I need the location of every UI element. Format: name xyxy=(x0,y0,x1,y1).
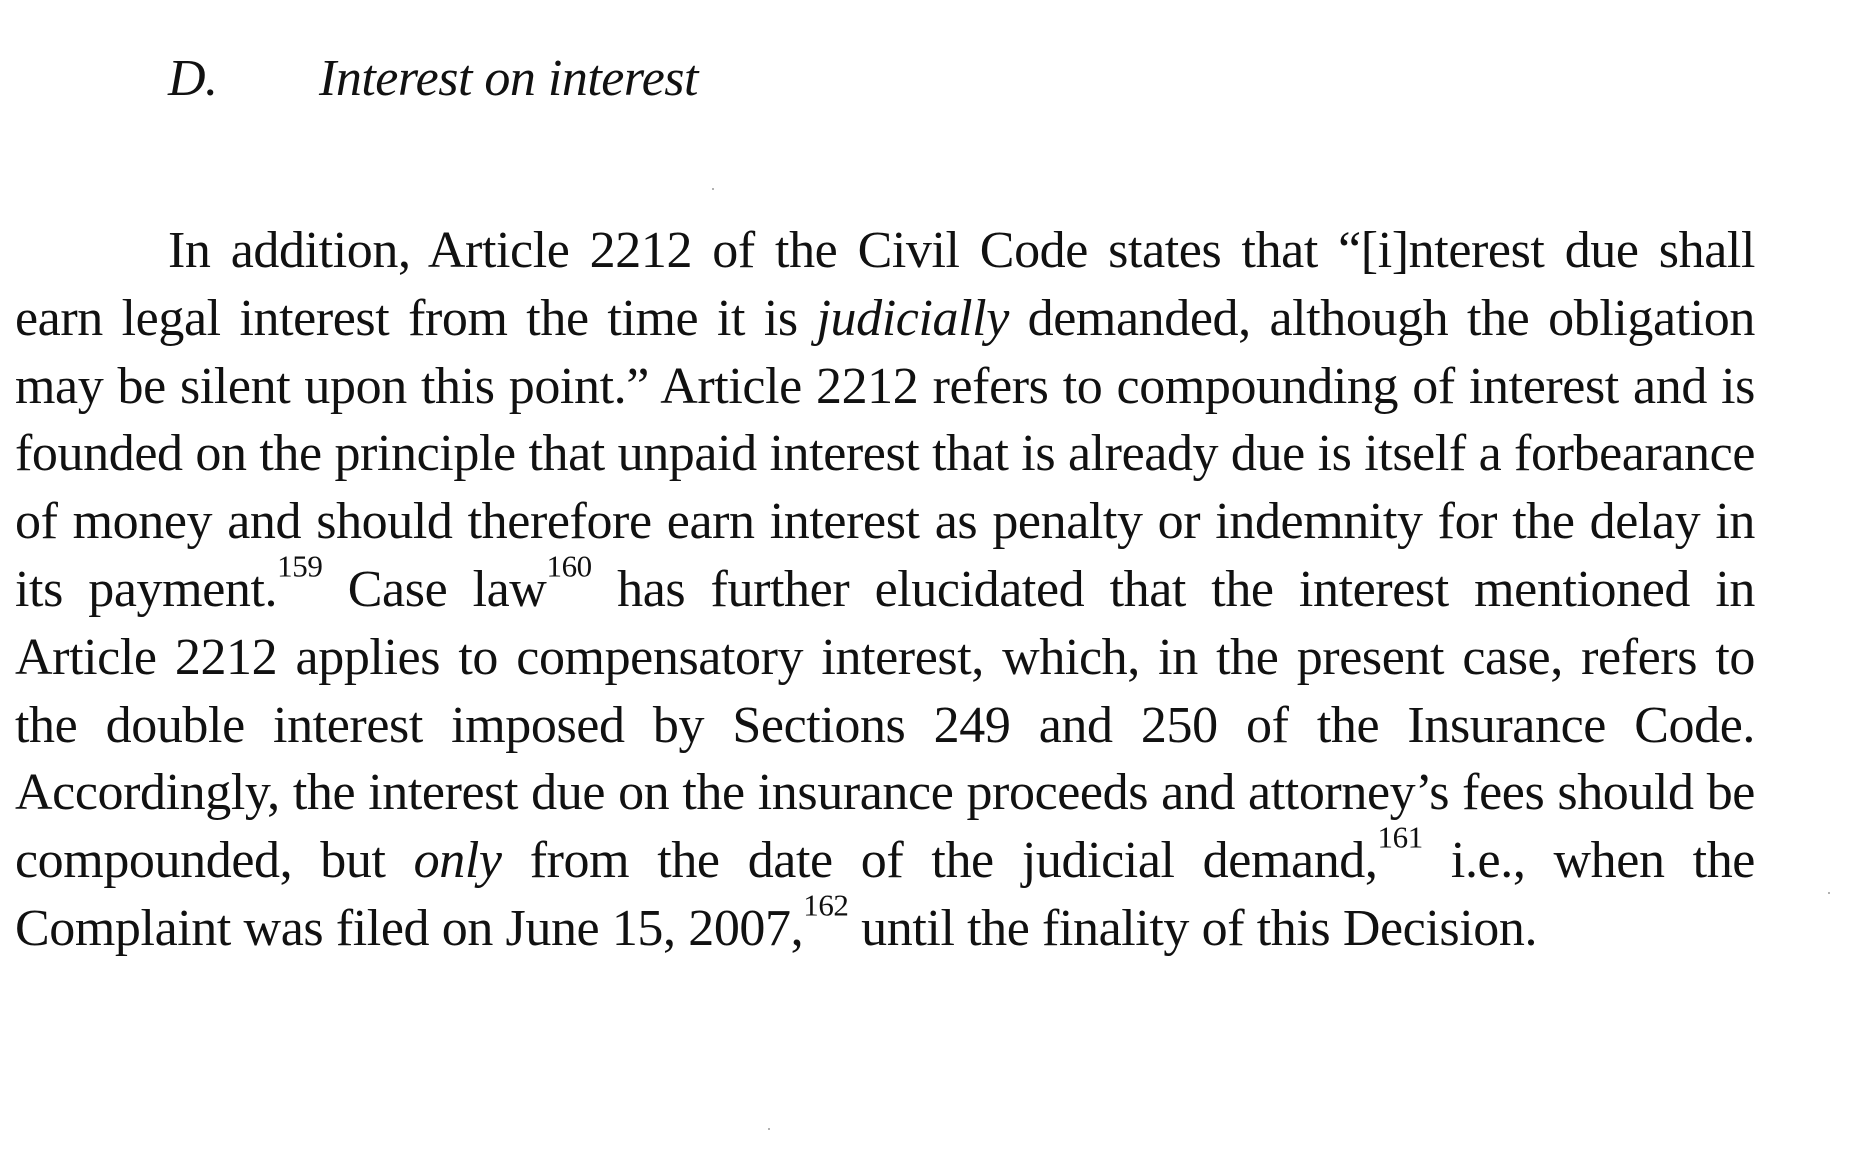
section-title: Interest on interest xyxy=(319,50,698,107)
text-run: In addition, Article 2212 of the Civil Code states that “[i]nterest due shall earn legal interest from the time it is xyxy=(15,222,1755,347)
scan-speck xyxy=(712,188,714,190)
footnote-ref-159: 159 xyxy=(277,548,323,584)
text-run: Case law xyxy=(322,560,547,618)
emphasis-judicially: judicially xyxy=(816,289,1009,347)
body-paragraph xyxy=(15,217,1755,963)
section-letter: D. xyxy=(168,50,218,107)
text-run: i.e., when the Complaint was filed on June 15, 2007, xyxy=(15,832,1755,957)
footnote-ref-160: 160 xyxy=(546,548,592,584)
scan-speck xyxy=(768,1128,770,1130)
emphasis-only: only xyxy=(413,832,502,890)
text-run: has further elucidated that the interest mentioned in Article 2212 applies to compensatory interest, which, in the present case, refers to the double interest imposed by Sections 249 and 250 of the Insurance Code. Accordingly, the interest due on the insurance proceeds and attorney’s fees should be compounded, but xyxy=(15,560,1755,890)
footnote-ref-161: 161 xyxy=(1377,819,1423,855)
text-run: until the finality of this Decision. xyxy=(848,899,1538,957)
text-run: from the date of the judicial demand, xyxy=(501,832,1378,890)
text-run: demanded, although the obligation may be silent upon this point.” Article 2212 refers to compounding of interest and is founded on the principle that unpaid interest that is already due is itself a forbearance of money and should therefore earn interest as penalty or indemnity for the delay in its payment. xyxy=(15,289,1755,618)
footnote-ref-162: 162 xyxy=(803,887,849,923)
scan-speck xyxy=(1828,892,1830,894)
section-heading xyxy=(168,44,698,114)
